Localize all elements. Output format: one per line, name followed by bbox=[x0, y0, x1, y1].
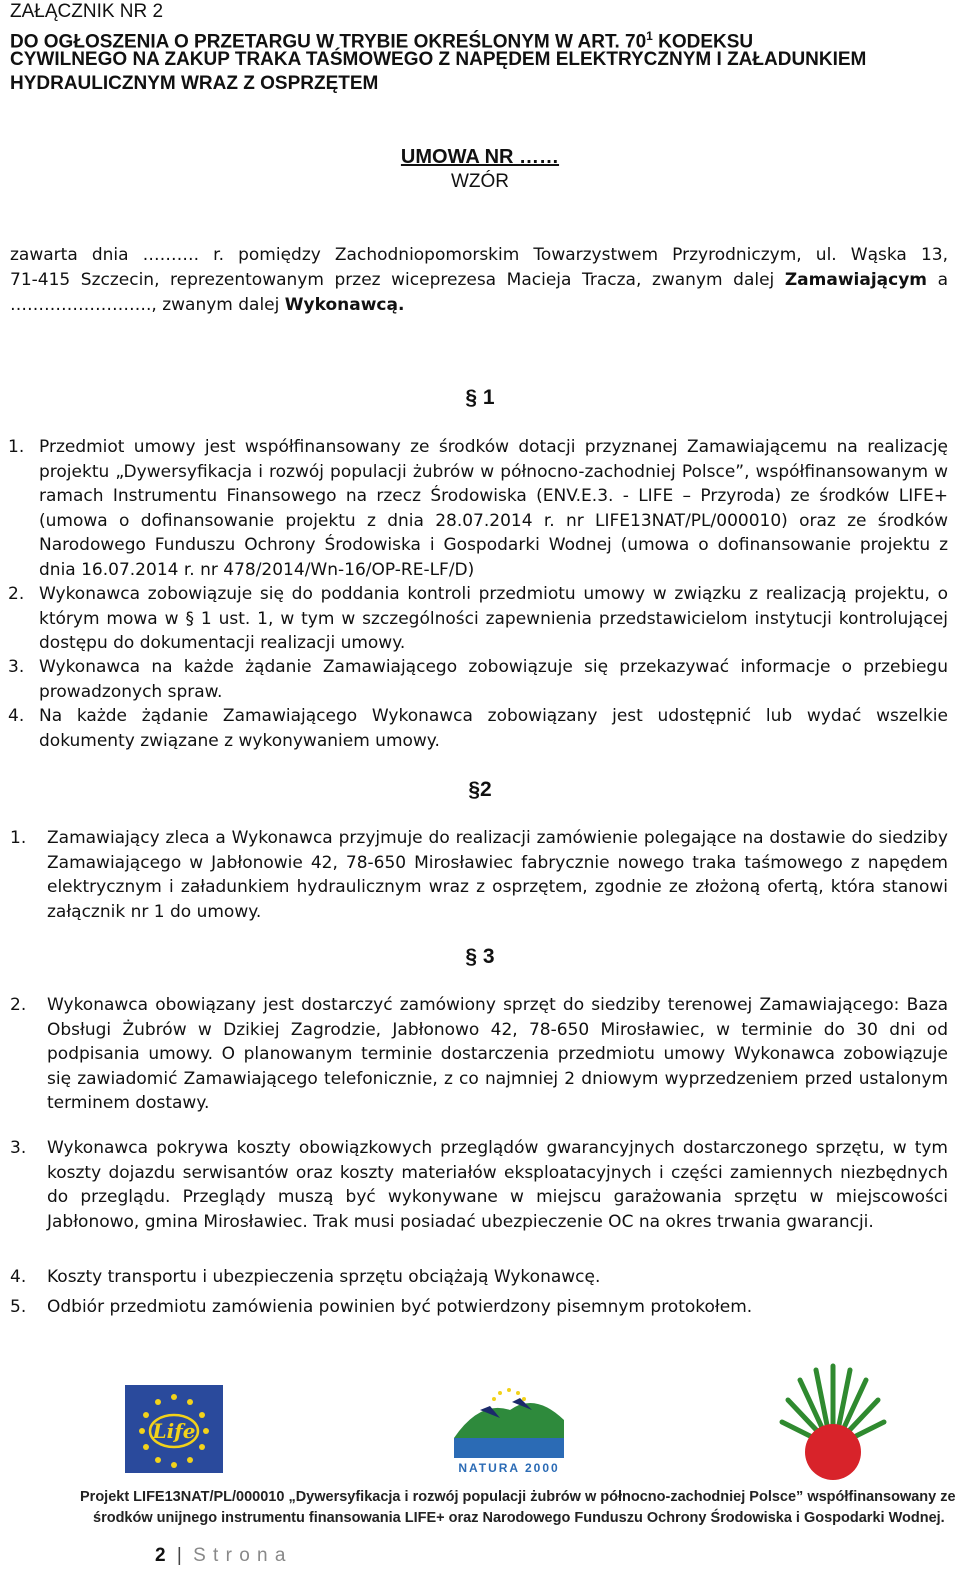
item-text: Na każde żądanie Zamawiającego Wykonawca zobowiązany jest udostępnić lub wydać wszelkie dokumenty związane z wykonywaniem umowy. bbox=[39, 706, 948, 751]
item-text: Wykonawca zobowiązuje się do poddania kontroli przedmiotu umowy w związku z realizacją projektu, o którym mowa w § 1 ust. 1, w tym w szczególności zapewnienia przedstawicielom instytucji kontrolującej dostępu do dokumentacji realizacji umowy. bbox=[39, 584, 948, 653]
page-number: 2 bbox=[155, 1545, 166, 1566]
item-number: 2. bbox=[10, 995, 27, 1015]
intro-line2-end: a bbox=[927, 270, 949, 290]
contract-title: UMOWA NR …… bbox=[400, 146, 560, 168]
section-1-heading: § 1 bbox=[465, 386, 495, 409]
item-text: Wykonawca na każde żądanie Zamawiającego zobowiązuje się przekazywać informacje o przebiegu prowadzonych spraw. bbox=[39, 657, 948, 702]
item-text: Wykonawca obowiązany jest dostarczyć zamówiony sprzęt do siedziby terenowej Zamawiającego: Baza Obsługi Żubrów w Dzikiej Zagrodzie, Jabłonowo 42, 78-650 Mirosławiec, w terminie do 30 dni od podpisania umowy. O planowanym terminie dostarczenia przedmiotu umowy Wykonawca zobowiązuje się zawiadomić Zamawiającego telefonicznie, z co najmniej 2 dniowym wyprzedzeniem przed ustalonym terminem dostawy. bbox=[47, 995, 948, 1113]
nfosigw-icon bbox=[778, 1360, 888, 1484]
section-2-item-1 bbox=[10, 826, 948, 924]
eu-life-logo bbox=[125, 1385, 223, 1473]
annex-label: ZAŁĄCZNIK NR 2 bbox=[10, 1, 164, 22]
item-text: Wykonawca pokrywa koszty obowiązkowych przeglądów gwarancyjnych dostarczonego sprzętu, w tym koszty dojazdu serwisantów oraz koszty materiałów eksploatacyjnych i części zamiennych niezbędnych do przeglądu. Przeglądy muszą być wykonywane w miejscu garażowania sprzętu w miejscowości Jabłonowo, gmina Mirosławiec. Trak musi posiadać ubezpieczenie OC na okres trwania gwarancji. bbox=[47, 1138, 948, 1232]
item-number: 1. bbox=[10, 828, 27, 848]
section-3-item-4 bbox=[10, 1265, 948, 1290]
section-1-item-2 bbox=[8, 582, 948, 656]
life-logo-text: Life bbox=[152, 1419, 196, 1443]
page-separator: | bbox=[176, 1545, 182, 1566]
natura-2000-icon bbox=[450, 1380, 568, 1476]
header-title-line1-end: KODEKSU bbox=[652, 31, 754, 53]
nfosigw-logo bbox=[778, 1360, 888, 1484]
header-title-superscript: 1 bbox=[646, 29, 653, 43]
header-title-line3: HYDRAULICZNYM WRAZ Z OSPRZĘTEM bbox=[10, 73, 379, 94]
item-number: 2. bbox=[8, 584, 25, 604]
party-ordering: Zamawiającym bbox=[784, 270, 928, 290]
intro-line3 bbox=[10, 293, 948, 318]
item-text: Koszty transportu i ubezpieczenia sprzętu obciążają Wykonawcę. bbox=[47, 1267, 601, 1287]
item-text: Odbiór przedmiotu zamówienia powinien być potwierdzony pisemnym protokołem. bbox=[47, 1297, 753, 1317]
item-text: Przedmiot umowy jest współfinansowany ze środków dotacji przyznanej Zamawiającemu na realizację projektu „Dywersyfikacja i rozwój populacji żubrów w północno-zachodniej Polsce”, współfinansowanym w ramach Instrumentu Finansowego na rzecz Środowiska (ENV.E.3. - LIFE – Przyroda) ze środków LIFE+ (umowa o dofinansowanie projektu z dnia 28.07.2014 r. nr LIFE13NAT/PL/000010) oraz ze środków Narodowego Funduszu Ochrony Środowiska i Gospodarki Wodnej (umowa o dofinansowanie projektu z dnia 16.07.2014 r. nr 478/2014/Wn-16/OP-RE-LF/D) bbox=[39, 437, 948, 580]
intro-line1: zawarta dnia ………. r. pomiędzy Zachodniopomorskim Towarzystwem Przyrodniczym, ul. Wąska 13, bbox=[10, 245, 948, 265]
item-number: 5. bbox=[10, 1297, 27, 1317]
header-title-line1-main: DO OGŁOSZENIA O PRZETARGU W TRYBIE OKREŚLONYM W ART. 70 bbox=[10, 31, 647, 53]
party-contractor: Wykonawcą. bbox=[284, 295, 405, 315]
item-text: Zamawiający zleca a Wykonawca przyjmuje do realizacji zamówienie polegające na dostawie do siedziby Zamawiającego w Jabłonowie 42, 78-650 Mirosławiec fabrycznie nowego traka taśmowego z napędem elektrycznym i załadunkiem hydraulicznym wraz z osprzętem, zgodnie ze złożoną ofertą, która stanowi załącznik nr 1 do umowy. bbox=[47, 828, 948, 922]
footer-project-line1: Projekt LIFE13NAT/PL/000010 „Dywersyfikacja i rozwój populacji żubrów w północno-zachodniej Polsce” współfinansowany ze bbox=[80, 1489, 956, 1505]
item-number: 1. bbox=[8, 437, 25, 457]
section-3-item-2 bbox=[10, 993, 948, 1116]
contract-subtitle: WZÓR bbox=[450, 171, 510, 192]
section-1-item-1 bbox=[8, 435, 948, 582]
section-2-heading: §2 bbox=[468, 778, 492, 801]
intro-line2-text: 71-415 Szczecin, reprezentowanym przez wiceprezesa Macieja Tracza, zwanym dalej bbox=[10, 270, 785, 290]
footer-project-line2: środków unijnego instrumentu finansowania LIFE+ oraz Narodowego Funduszu Ochrony Środowiska i Gospodarki Wodnej. bbox=[93, 1510, 945, 1526]
intro-line2 bbox=[10, 268, 948, 293]
intro-line3-text: ……………………., zwanym dalej bbox=[10, 295, 285, 315]
page-label: S t r o n a bbox=[193, 1545, 287, 1566]
header-title-line2: CYWILNEGO NA ZAKUP TRAKA TAŚMOWEGO Z NAPĘDEM ELEKTRYCZNYM I ZAŁADUNKIEM bbox=[10, 49, 867, 70]
item-number: 4. bbox=[10, 1267, 27, 1287]
item-number: 4. bbox=[8, 706, 25, 726]
page-footer bbox=[155, 1545, 286, 1567]
item-number: 3. bbox=[8, 657, 25, 677]
section-1-item-4 bbox=[8, 704, 948, 753]
section-3-item-3 bbox=[10, 1136, 948, 1234]
section-3-item-5 bbox=[10, 1295, 948, 1320]
eu-life-icon bbox=[125, 1385, 223, 1473]
natura-2000-logo bbox=[450, 1380, 568, 1476]
section-3-heading: § 3 bbox=[465, 945, 495, 968]
natura-logo-text: NATURA 2000 bbox=[458, 1461, 560, 1475]
section-1-item-3 bbox=[8, 655, 948, 704]
item-number: 3. bbox=[10, 1138, 27, 1158]
